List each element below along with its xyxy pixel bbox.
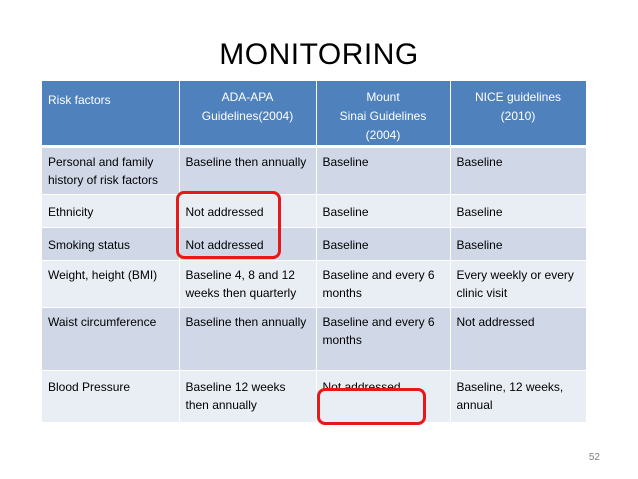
header-mount-sinai-line-3: (2004) (365, 128, 401, 142)
cell-ada-apa: Baseline 4, 8 and 12 weeks then quarterly (179, 261, 316, 308)
cell-risk-factor: Ethnicity (42, 195, 179, 228)
cell-mount-sinai: Baseline (316, 228, 450, 261)
cell-ada-apa: Baseline 12 weeks then annually (179, 371, 316, 423)
cell-nice: Every weekly or every clinic visit (450, 261, 586, 308)
cell-ada-apa: Baseline then annually (179, 308, 316, 371)
table-row (42, 371, 586, 423)
header-ada-apa (179, 81, 316, 147)
cell-mount-sinai: Baseline and every 6 months (316, 308, 450, 371)
cell-risk-factor: Smoking status (42, 228, 179, 261)
cell-mount-sinai: Baseline (316, 195, 450, 228)
table-row (42, 195, 586, 228)
header-nice (450, 81, 586, 147)
table-row (42, 261, 586, 308)
header-nice-line-1: NICE guidelines (474, 90, 562, 104)
cell-nice: Not addressed (450, 308, 586, 371)
slide-title: MONITORING (219, 38, 419, 71)
cell-risk-factor: Waist circumference (42, 308, 179, 371)
page-number: 52 (588, 452, 600, 463)
header-ada-apa-line-2: Guidelines(2004) (201, 109, 294, 123)
guidelines-table (42, 81, 587, 423)
cell-risk-factor: Weight, height (BMI) (42, 261, 179, 308)
table-header-row (42, 81, 586, 147)
table-row (42, 308, 586, 371)
cell-nice: Baseline (450, 228, 586, 261)
header-risk-factors (42, 81, 179, 147)
cell-mount-sinai: Baseline and every 6 months (316, 261, 450, 308)
cell-risk-factor: Blood Pressure (42, 371, 179, 423)
table-row (42, 228, 586, 261)
header-mount-sinai-line-2: Sinai Guidelines (339, 109, 427, 123)
header-mount-sinai (316, 81, 450, 147)
cell-nice: Baseline (450, 195, 586, 228)
cell-nice: Baseline, 12 weeks, annual (450, 371, 586, 423)
header-nice-line-2: (2010) (500, 109, 536, 123)
cell-ada-apa: Baseline then annually (179, 147, 316, 195)
cell-mount-sinai: Not addressed (316, 371, 450, 423)
cell-nice: Baseline (450, 147, 586, 195)
table-row (42, 147, 586, 195)
header-risk-factors-label: Risk factors (48, 93, 111, 107)
cell-risk-factor: Personal and family history of risk factors (42, 147, 179, 195)
header-ada-apa-line-1: ADA-APA (221, 90, 274, 104)
cell-mount-sinai: Baseline (316, 147, 450, 195)
cell-ada-apa: Not addressed (179, 195, 316, 228)
header-mount-sinai-line-1: Mount (366, 90, 400, 104)
cell-ada-apa: Not addressed (179, 228, 316, 261)
